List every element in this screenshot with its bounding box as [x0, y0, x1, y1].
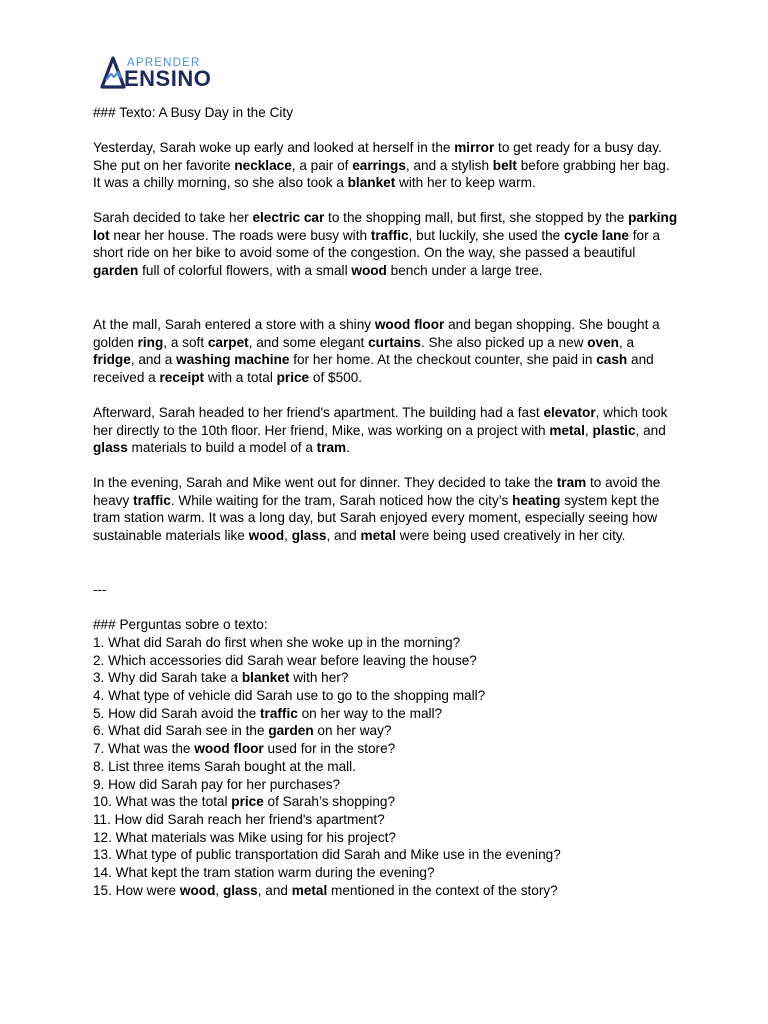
question-item: 11. How did Sarah reach her friend's apartment?	[93, 811, 385, 827]
question-item: 15. How were wood, glass, and metal mentioned in the context of the story?	[93, 882, 558, 898]
question-item: 5. How did Sarah avoid the traffic on her way to the mall?	[93, 705, 443, 721]
questions-heading: ### Perguntas sobre o texto:	[93, 617, 268, 632]
question-item: 1. What did Sarah do first when she woke up in the morning?	[93, 635, 461, 650]
story-paragraph-1: Yesterday, Sarah woke up early and looked at herself in the mirror to get ready for a busy day. She put on her favorite necklace, a pair of earrings, and a stylish belt before grabbing her bag. It was a chilly morning, so she also took a blanket with her to keep warm.	[93, 140, 670, 191]
story-paragraph-5: In the evening, Sarah and Mike went out for dinner. They decided to take the tram to avoid the heavy traffic. While waiting for the tram, Sarah noticed how the city’s heating system kept the tram station warm. It was a long day, but Sarah enjoyed every moment, especially seeing how sustainable materials like wood, glass, and metal were being used creatively in her city.	[93, 475, 661, 544]
question-item: 10. What was the total price of Sarah’s shopping?	[93, 794, 396, 810]
question-item: 4. What type of vehicle did Sarah use to go to the shopping mall?	[93, 688, 486, 704]
question-item: 13. What type of public transportation did Sarah and Mike use in the evening?	[93, 847, 561, 863]
question-item: 9. How did Sarah pay for her purchases?	[93, 776, 341, 792]
brand-logo	[100, 56, 230, 92]
question-item: 14. What kept the tram station warm during the evening?	[93, 864, 435, 880]
question-item: 3. Why did Sarah take a blanket with her?	[93, 670, 349, 686]
question-item: 6. What did Sarah see in the garden on her way?	[93, 723, 392, 739]
logo-title: ENSINO	[124, 66, 212, 91]
story-paragraph-2: Sarah decided to take her electric car to the shopping mall, but first, she stopped by the parking lot near her house. The roads were busy with traffic, but luckily, she used the cycle lane for a short ride on her bike to avoid some of the congestion. On the way, she passed a beautiful garden full of colorful flowers, with a small wood bench under a large tree.	[93, 210, 678, 279]
story-paragraph-3: At the mall, Sarah entered a store with a shiny wood floor and began shopping. She bought a golden ring, a soft carpet, and some elegant curtains. She also picked up a new oven, a fridge, and a washing machine for her home. At the checkout counter, she paid in cash and received a receipt with a total price of $500.	[93, 317, 660, 386]
question-item: 12. What materials was Mike using for his project?	[93, 829, 396, 845]
logo-subtitle: APRENDER	[127, 57, 201, 69]
text-heading: ### Texto: A Busy Day in the City	[93, 105, 293, 120]
separator: ---	[93, 582, 107, 597]
questions-list	[93, 634, 561, 899]
question-item: 7. What was the wood floor used for in the store?	[93, 741, 396, 757]
story-paragraph-4: Afterward, Sarah headed to her friend's apartment. The building had a fast elevator, which took her directly to the 10th floor. Her friend, Mike, was working on a project with metal, plastic, and glass materials to build a model of a tram.	[93, 405, 668, 456]
question-item: 8. List three items Sarah bought at the mall.	[93, 758, 356, 774]
mountain-triangle-icon	[100, 56, 126, 90]
question-item: 2. Which accessories did Sarah wear before leaving the house?	[93, 652, 477, 668]
